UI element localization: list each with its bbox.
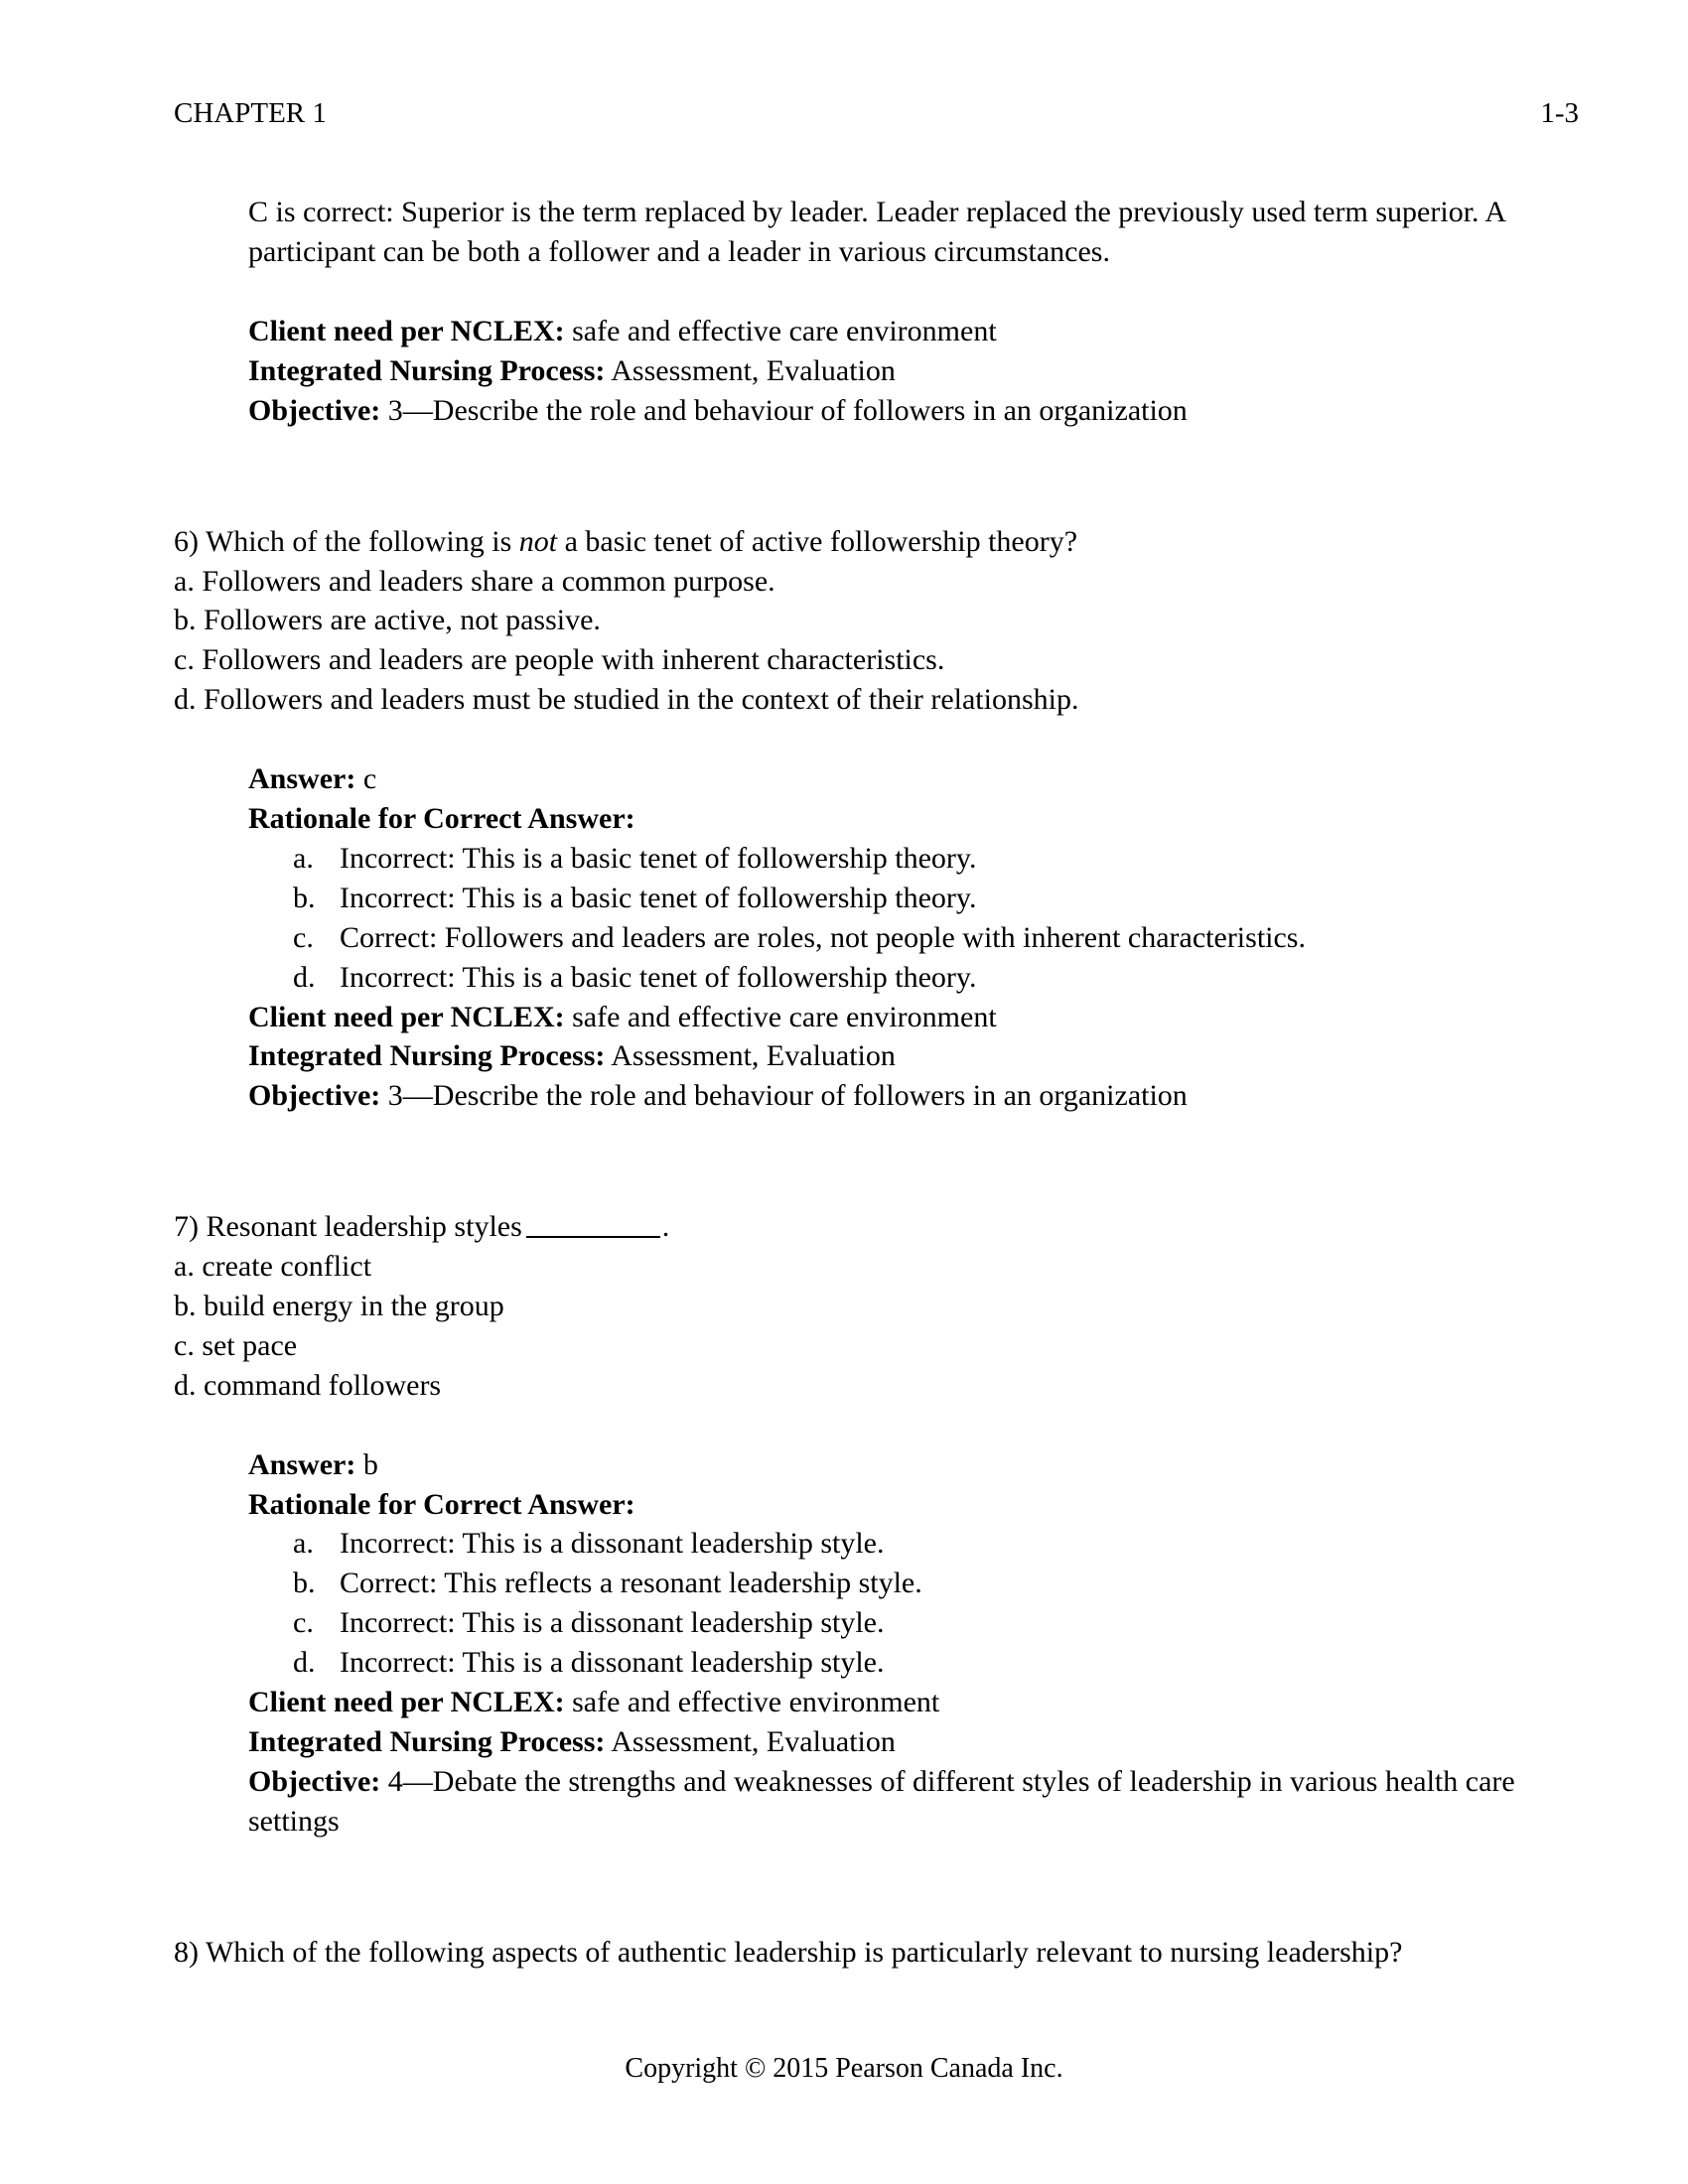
question-6-client-need-line [248,998,1519,1037]
question-6-number: 6) [174,524,199,558]
question-6-option-a[interactable]: a. Followers and leaders share a common purpose. [174,564,775,598]
question-8 [174,1933,1519,1973]
rationale-item [248,1524,1519,1564]
rationale-marker: b. [293,881,316,914]
question-7-objective-line [248,1762,1519,1842]
objective-label: Objective: [248,1764,381,1798]
nursing-process-label: Integrated Nursing Process: [248,1724,606,1758]
client-need-value: safe and effective care environment [572,1000,997,1033]
nursing-process-label: Integrated Nursing Process: [248,353,606,387]
objective-label: Objective: [248,1079,381,1113]
question-6-answer-block [248,759,1519,1116]
question-7-rationale-list [248,1524,1519,1683]
rationale-item [248,918,1519,958]
question-7-number: 7) [174,1210,199,1244]
question-6-option-b[interactable]: b. Followers are active, not passive. [174,604,601,637]
question-8-number: 8) [174,1935,199,1969]
carryover-meta-block [248,312,1519,431]
client-need-line [248,312,1519,351]
rationale-item [248,839,1519,879]
rationale-item [248,1643,1519,1683]
rationale-marker: c. [293,920,314,954]
question-6-rationale-list [248,839,1519,998]
question-6-answer-label: Answer: [248,762,356,796]
rationale-marker: b. [293,1567,316,1600]
question-7-stem-part2: . [661,1210,670,1244]
client-need-label: Client need per NCLEX: [248,315,565,348]
objective-line [248,391,1519,431]
question-6-option-d[interactable]: d. Followers and leaders must be studied in the context of their relationship. [174,683,1079,717]
nursing-process-value: Assessment, Evaluation [611,1039,896,1073]
question-6-answer-line [248,759,1519,799]
question-6-stem-italic: not [518,524,558,558]
fill-in-blank-rule [526,1236,660,1238]
question-8-stem-text: Which of the following aspects of authentic leadership is particularly relevant to nursing leadership? [205,1935,1403,1969]
rationale-marker: c. [293,1606,314,1640]
chapter-label: CHAPTER 1 [174,97,327,129]
question-6-rationale-heading: Rationale for Correct Answer: [248,802,635,836]
question-6 [174,522,1519,720]
carryover-rationale-block [248,193,1519,272]
question-7-answer-block [248,1445,1519,1842]
question-6-stem [174,522,1519,562]
page-number: 1-3 [1540,97,1579,129]
rationale-text: Incorrect: This is a basic tenet of followership theory. [340,841,977,875]
objective-value: 3—Describe the role and behaviour of followers in an organization [387,1079,1188,1113]
question-6-option-c[interactable]: c. Followers and leaders are people with inherent characteristics. [174,643,945,677]
question-6-answer-value: c [362,762,377,796]
carryover-rationale-text: C is correct: Superior is the term replaced by leader. Leader replaced the previously used term superior. A participant can be both a follower and a leader in various circumstances. [248,196,1505,269]
objective-label: Objective: [248,393,381,427]
rationale-text: Incorrect: This is a dissonant leadership style. [340,1646,885,1680]
rationale-marker: d. [293,1646,316,1680]
question-7-stem [174,1207,1519,1247]
rationale-marker: a. [293,1527,314,1561]
rationale-marker: a. [293,841,314,875]
rationale-text: Incorrect: This is a dissonant leadership style. [340,1527,885,1561]
rationale-item [248,958,1519,998]
nursing-process-line [248,351,1519,391]
rationale-text: Correct: This reflects a resonant leadership style. [340,1567,922,1600]
rationale-item [248,1564,1519,1603]
question-7-stem-part1: Resonant leadership styles [206,1210,522,1244]
rationale-text: Correct: Followers and leaders are roles, not people with inherent characteristics. [340,920,1306,954]
question-6-stem-part2: a basic tenet of active followership theory? [557,524,1078,558]
nursing-process-label: Integrated Nursing Process: [248,1039,606,1073]
rationale-marker: d. [293,960,316,994]
objective-value: 4—Debate the strengths and weaknesses of different styles of leadership in various health care settings [248,1764,1515,1838]
question-7-option-b[interactable]: b. build energy in the group [174,1289,504,1322]
question-7 [174,1207,1519,1405]
nursing-process-value: Assessment, Evaluation [611,1724,896,1758]
client-need-label: Client need per NCLEX: [248,1000,565,1033]
page-footer [0,2051,1688,2087]
question-7-answer-value: b [362,1447,378,1481]
question-7-client-need-line [248,1683,1519,1722]
question-7-option-c[interactable]: c. set pace [174,1328,298,1362]
question-6-nursing-process-line [248,1036,1519,1076]
copyright-text: Copyright © 2015 Pearson Canada Inc. [625,2053,1063,2084]
objective-value: 3—Describe the role and behaviour of followers in an organization [387,393,1188,427]
running-head [174,95,1579,131]
question-6-stem-part1: Which of the following is [205,524,519,558]
question-8-stem [174,1933,1519,1973]
question-7-nursing-process-line [248,1722,1519,1762]
client-need-value: safe and effective care environment [572,315,997,348]
question-6-objective-line [248,1076,1519,1116]
client-need-label: Client need per NCLEX: [248,1685,565,1718]
question-7-rationale-heading: Rationale for Correct Answer: [248,1487,635,1521]
nursing-process-value: Assessment, Evaluation [611,353,896,387]
rationale-item [248,1603,1519,1643]
rationale-text: Incorrect: This is a basic tenet of followership theory. [340,960,977,994]
rationale-item [248,879,1519,918]
rationale-text: Incorrect: This is a dissonant leadership style. [340,1606,885,1640]
question-7-answer-line [248,1445,1519,1485]
rationale-text: Incorrect: This is a basic tenet of followership theory. [340,881,977,914]
question-7-answer-label: Answer: [248,1447,356,1481]
client-need-value: safe and effective environment [572,1685,940,1718]
question-7-option-d[interactable]: d. command followers [174,1368,442,1402]
question-7-option-a[interactable]: a. create conflict [174,1250,372,1284]
